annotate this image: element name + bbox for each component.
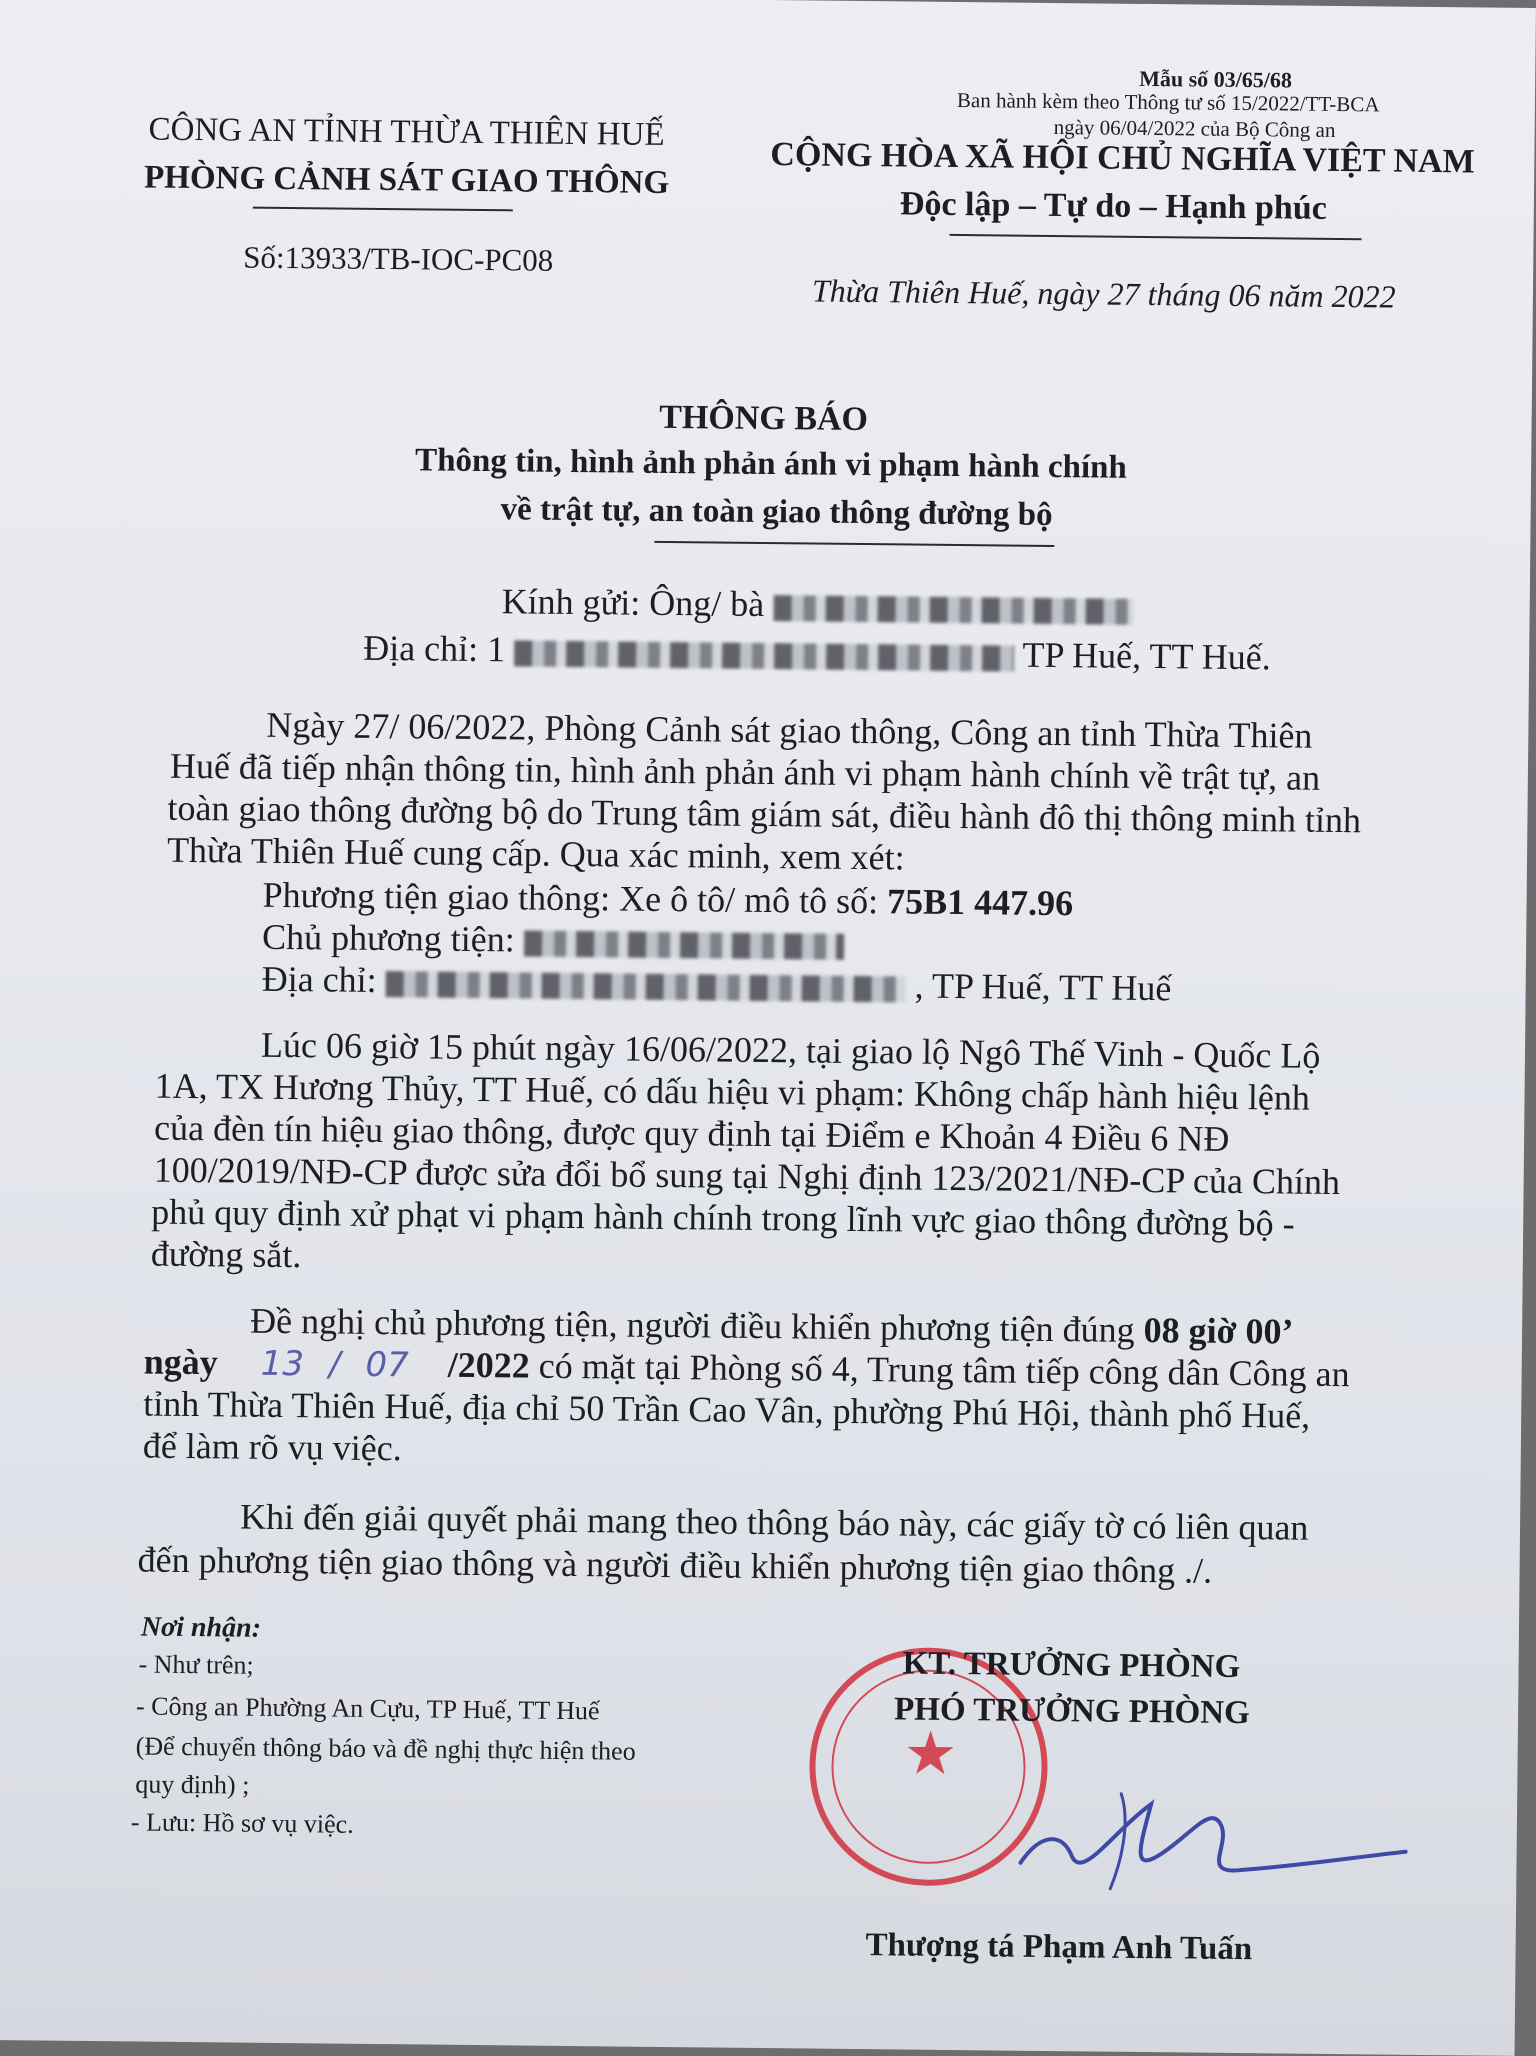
form-issued-date: ngày 06/04/2022 của Bộ Công an — [1053, 114, 1336, 142]
motto-underline — [950, 234, 1362, 240]
handwritten-day: 13 — [260, 1343, 305, 1385]
body-p2-line1: Lúc 06 giờ 15 phút ngày 16/06/2022, tại giao lộ Ngô Thế Vinh - Quốc Lộ — [260, 1024, 1321, 1076]
form-issued-with: Ban hành kèm theo Thông tư số 15/2022/TT-BCA — [956, 87, 1380, 117]
redacted-owner — [524, 930, 844, 959]
recipients-title: Nơi nhận: — [140, 1611, 262, 1644]
body-p2-line6: đường sắt. — [150, 1233, 302, 1276]
body-p1-line2: Huế đã tiếp nhận thông tin, hình ảnh phản ánh vi phạm hành chính về trật tự, an — [169, 745, 1321, 798]
recipient-address-tail: TP Huế, TT Huế. — [1022, 634, 1271, 678]
place-date: Thừa Thiên Huế, ngày 27 tháng 06 năm 2022 — [811, 272, 1396, 315]
national-motto: Độc lập – Tự do – Hạnh phúc — [899, 185, 1328, 227]
redacted-address — [514, 640, 1014, 671]
recipient-line — [501, 581, 1133, 629]
body-p4-line1: Khi đến giải quyết phải mang theo thông báo này, các giấy tờ có liên quan — [239, 1496, 1309, 1548]
body-p3-line3: tỉnh Thừa Thiên Huế, địa chỉ 50 Trần Cao Vân, phường Phú Hội, thành phố Huế, — [143, 1383, 1311, 1436]
title-subtitle-line2: về trật tự, an toàn giao thông đường bộ — [500, 491, 1053, 534]
body-p1-line3: toàn giao thông đường bộ do Trung tâm giám sát, điều hành đô thị thông minh tỉnh — [167, 787, 1362, 841]
signature-role-1: KT. TRƯỞNG PHÒNG — [902, 1645, 1241, 1686]
body-p2-line3: của đèn tín hiệu giao thông, được quy định tại Điểm e Khoản 4 Điều 6 NĐ — [153, 1107, 1230, 1159]
owner-address-tail: , TP Huế, TT Huế — [914, 965, 1172, 1009]
handwritten-signature — [1000, 1773, 1421, 1907]
document-title: THÔNG BÁO — [659, 398, 869, 439]
body-p1-line4: Thừa Thiên Huế cung cấp. Qua xác minh, xem xét: — [166, 829, 905, 878]
nation-name: CỘNG HÒA XÃ HỘI CHỦ NGHĨA VIỆT NAM — [770, 136, 1475, 181]
recipient-address-label: Địa chỉ: 1 — [362, 627, 506, 670]
agency-name: CÔNG AN TỈNH THỪA THIÊN HUẾ — [148, 111, 665, 153]
form-code: Mẫu số 03/65/68 — [1139, 65, 1293, 93]
owner-address-line — [262, 959, 1172, 1010]
department-underline — [253, 207, 513, 212]
recipient-item-5: - Lưu: Hồ sơ vụ việc. — [130, 1807, 354, 1839]
document-number: Số:13933/TB-IOC-PC08 — [243, 239, 554, 278]
owner-line — [262, 917, 844, 964]
recipient-item-1: - Như trên; — [138, 1649, 254, 1680]
body-p3-line2: ngày 13 / 07 /2022 có mặt tại Phòng số 4, Trung tâm tiếp công dân Công an — [143, 1341, 1350, 1395]
handwritten-month: 07 — [365, 1344, 409, 1386]
recipient-item-4: quy định) ; — [135, 1769, 250, 1800]
body-p2-line4: 100/2019/NĐ-CP được sửa đổi bổ sung tại Nghị định 123/2021/NĐ-CP của Chính — [153, 1149, 1341, 1203]
recipient-address-line — [363, 628, 1271, 679]
recipient-greeting: Kính gửi: Ông/ bà — [501, 581, 765, 624]
body-p3-line4: để làm rõ vụ việc. — [142, 1425, 402, 1469]
body-p3-line2-rest: có mặt tại Phòng số 4, Trung tâm tiếp công dân Công an — [538, 1345, 1350, 1395]
owner-address-label: Địa chỉ: — [261, 958, 377, 1000]
body-p1-line1: Ngày 27/ 06/2022, Phòng Cảnh sát giao thông, Công an tỉnh Thừa Thiên — [266, 704, 1313, 756]
redacted-owner-address — [386, 971, 906, 1002]
vehicle-line — [262, 875, 1073, 924]
recipient-item-2: - Công an Phường An Cựu, TP Huế, TT Huế — [135, 1691, 600, 1726]
title-subtitle-line1: Thông tin, hình ảnh phản ánh vi phạm hành chính — [414, 442, 1128, 486]
body-p2-line2: 1A, TX Hương Thủy, TT Huế, có dấu hiệu vi phạm: Không chấp hành hiệu lệnh — [154, 1065, 1311, 1118]
appointment-time: 08 giờ 00’ — [1143, 1310, 1294, 1352]
signer-name: Thượng tá Phạm Anh Tuấn — [865, 1927, 1253, 1968]
redacted-name — [773, 595, 1133, 625]
star-icon: ★ — [903, 1720, 958, 1788]
body-p3-text: Đề nghị chủ phương tiện, người điều khiển phương tiện đúng — [249, 1300, 1135, 1350]
vehicle-label: Phương tiện giao thông: Xe ô tô/ mô tô số: — [262, 874, 879, 922]
vehicle-plate: 75B1 447.96 — [886, 881, 1074, 924]
recipient-item-3: (Để chuyển thông báo và đề nghị thực hiện theo — [135, 1731, 636, 1766]
body-p2-line5: phủ quy định xử phạt vi phạm hành chính trong lĩnh vực giao thông đường bộ - — [151, 1191, 1295, 1244]
title-underline — [654, 541, 1054, 547]
owner-label: Chủ phương tiện: — [261, 916, 515, 960]
appointment-year: /2022 — [447, 1344, 530, 1386]
signature-role-2: PHÓ TRƯỞNG PHÒNG — [893, 1691, 1250, 1732]
body-p4-line2: đến phương tiện giao thông và người điều khiển phương tiện giao thông ./. — [137, 1539, 1213, 1591]
department-name: PHÒNG CẢNH SÁT GIAO THÔNG — [143, 159, 670, 201]
appointment-day-label: ngày — [143, 1341, 218, 1383]
